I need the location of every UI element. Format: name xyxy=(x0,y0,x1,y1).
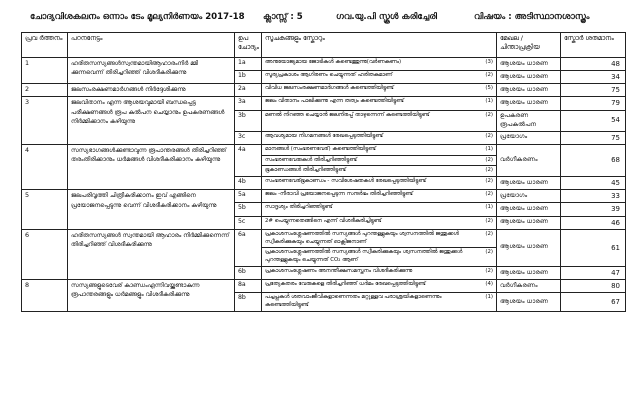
criterion xyxy=(265,97,493,107)
col-header-area: മേഖല / ചിന്താപ്രക്രിയ xyxy=(497,33,561,58)
criteria-cell xyxy=(262,144,497,176)
table-row xyxy=(22,58,626,71)
score-percentage: 80 xyxy=(561,280,626,293)
col-header-outcome: പഠനനേട്ടം xyxy=(68,33,235,58)
criterion xyxy=(262,156,496,167)
criterion-marks: (4) xyxy=(485,281,493,288)
criterion-text: സൂര്യപ്രകാശം ആഗിരണം ചെയ്യുന്നത് ഹരിതകമാണ് xyxy=(265,72,393,79)
criterion-marks: (2) xyxy=(485,230,493,237)
sub-question-number: 5c xyxy=(235,216,262,229)
criterion xyxy=(265,177,493,187)
table-row xyxy=(22,97,626,110)
criterion xyxy=(265,267,493,277)
criterion-text: സാദൃശ്യം തിരിച്ചറിഞ്ഞിട്ടുണ്ട് xyxy=(265,204,333,211)
criteria-cell xyxy=(262,84,497,97)
criterion-text: ജലം വിതാനം പാലിക്കുന്നു എന്ന തത്വം കണ്ടെത്തിയിട്ടുണ്ട് xyxy=(265,98,404,105)
criterion xyxy=(265,293,493,311)
thinking-process-area: ആശയം ധാരണ xyxy=(497,177,561,190)
activity-number: 1 xyxy=(22,58,68,84)
score-percentage: 54 xyxy=(561,110,626,131)
criterion-marks: (1) xyxy=(485,98,493,105)
criterion-text: പ്രത്യേകതരം വേരുകളെ തിരിച്ചറിഞ്ഞ് ധർമം രേഖപ്പെടുത്തിയിട്ടുണ്ട് xyxy=(265,281,426,288)
criteria-cell xyxy=(262,216,497,229)
table-row xyxy=(22,280,626,293)
sub-question-number: 8a xyxy=(235,280,262,293)
criteria-cell xyxy=(262,203,497,216)
criteria-cell xyxy=(262,97,497,110)
score-percentage: 75 xyxy=(561,131,626,144)
criterion-marks: (2) xyxy=(485,217,493,224)
thinking-process-area: വർഗീകരണം xyxy=(497,144,561,176)
criterion xyxy=(265,280,493,290)
criterion xyxy=(265,203,493,213)
criterion xyxy=(265,132,493,142)
sub-question-number: 6b xyxy=(235,267,262,280)
score-percentage: 47 xyxy=(561,267,626,280)
col-header-criteria: സൂചകങ്ങളും സ്കോറും xyxy=(262,33,497,58)
score-percentage: 34 xyxy=(561,71,626,84)
col-header-num: പ്രവ ർത്തനം xyxy=(22,33,68,58)
table-row xyxy=(22,229,626,266)
score-percentage: 68 xyxy=(561,144,626,176)
criterion xyxy=(265,58,493,68)
learning-outcome: ജലപരിവൃത്തി ചിത്രീകരിക്കാനം ഇവ് എങ്ങിനെ പ്രയോജനപ്പെടുന്നു വെന്ന് വിശദീകരിക്കാനം കഴിയുന്നു xyxy=(68,190,235,229)
criterion-marks: (2) xyxy=(485,268,493,275)
score-percentage: 75 xyxy=(561,84,626,97)
criterion-marks: (3) xyxy=(485,59,493,65)
criterion-marks: (1) xyxy=(485,145,493,152)
sub-question-number: 3b xyxy=(235,110,262,131)
thinking-process-area: ആശയം ധാരണ xyxy=(497,216,561,229)
activity-number: 4 xyxy=(22,144,68,190)
score-percentage: 79 xyxy=(561,97,626,110)
criterion-text: വിവിധ ജലസംരക്ഷണമാർഗങ്ങൾ കണ്ടെത്തിയിട്ടുണ്ട് xyxy=(265,85,394,92)
criterion xyxy=(262,248,496,266)
criterion xyxy=(265,111,493,121)
score-percentage: 61 xyxy=(561,229,626,266)
learning-outcome: ജലസംരക്ഷണമാർഗങ്ങൾ നിർദ്ദേശിക്കുന്നു xyxy=(68,84,235,97)
criterion-text: സംഭരണവേരുകൾ തിരിച്ചറിഞ്ഞിട്ടുണ്ട് xyxy=(265,156,357,163)
score-percentage: 39 xyxy=(561,203,626,216)
sub-question-number: 4a xyxy=(235,144,262,176)
criterion-marks: (2) xyxy=(485,191,493,198)
criterion xyxy=(265,190,493,200)
thinking-process-area: ആശയം ധാരണ xyxy=(497,84,561,97)
criterion-text: പച്ചപ്ലകൾ ശതവാംജീവികളാണെന്നതം മറ്റുള്ളവ പരാശ്രയികളാണെന്നും കണ്ടെത്തിയിട്ടുണ്ട് xyxy=(265,294,442,309)
activity-number: 8 xyxy=(22,280,68,312)
thinking-process-area: ആശയം ധാരണ xyxy=(497,71,561,84)
subject-label: വിഷയം : അടിസ്ഥാനശാസ്ത്രം xyxy=(474,12,590,22)
thinking-process-area: ആശയം ധാരണ xyxy=(497,267,561,280)
criterion-text: മണൽ നിറഞ്ഞ ചെയ്യാൻ ജലനിരപ്പ് താഴുന്നെന്ന് കണ്ടെത്തിയിട്ടുണ്ട് xyxy=(265,111,430,118)
thinking-process-area: ആശയം ധാരണ xyxy=(497,293,561,312)
sub-question-number: 6a xyxy=(235,229,262,266)
table-row xyxy=(22,144,626,176)
learning-outcome: ജലവിതാനം എന്ന ആശയവുമായി ബന്ധപ്പെട്ട പരീക്ഷണങ്ങൾ രൂപ കൽപന ചെയ്യാനും ഉപകരണങ്ങൾ നിർമ്മിക്കാനം കഴിയുന്നു xyxy=(68,97,235,144)
criterion-text: പ്രകാശസംശ്ലേഷണത്തിൽ സസ്യങ്ങൾ പുറന്തള്ളുകയും ശ്വസനത്തിൽ ജന്തുക്കൾ സ്വീകരിക്കുകയും ചെയ്യുന്നത് ഓക്സിജനാണ് xyxy=(265,230,459,245)
criterion-text: 2# പെയ്യുന്നതെങ്ങിനെ എന്ന് വിശദീകരിച്ചിട്ടുണ്ട് xyxy=(265,217,382,224)
score-percentage: 48 xyxy=(561,58,626,71)
criterion-marks: (5) xyxy=(485,85,493,92)
criterion-marks: (2) xyxy=(485,156,493,163)
criteria-cell xyxy=(262,267,497,280)
score-percentage: 33 xyxy=(561,190,626,203)
col-header-qno: ഉപ ചോദ്യം xyxy=(235,33,262,58)
sub-question-number: 3c xyxy=(235,131,262,144)
criteria-cell xyxy=(262,58,497,71)
sub-question-number: 8b xyxy=(235,293,262,312)
criterion xyxy=(262,166,496,176)
criterion-text: ജലം -നീരാവി പ്രയോജനപ്പെടുന്ന സന്ദർഭം തിരിച്ചറിഞ്ഞിട്ടുണ്ട് xyxy=(265,191,413,198)
criterion-marks: (1) xyxy=(485,204,493,211)
thinking-process-area: ആശയം ധാരണ xyxy=(497,97,561,110)
criterion xyxy=(262,145,496,156)
criterion-text: അനുയോജ്യമായ ജോടികൾ കണ്ടെത്തുന്നു(വർണകണം) xyxy=(265,59,402,65)
sub-question-number: 4b xyxy=(235,177,262,190)
criterion-text: സംഭരണവേര്ഭൂകാണ്ഡം - സവിശേഷതകൾ രേഖപ്പെടുത്തിയിട്ടുണ്ട് xyxy=(265,178,427,185)
criterion-marks: (2) xyxy=(485,167,493,174)
learning-outcome: സസ്യങ്ങളുടെവേര് കാണ്ഡംഎന്നിവയ്ക്കുണ്ടാകുന്ന രൂപാന്തരങ്ങളും ധർമങ്ങളും വിശദീകരിക്കുന്നു xyxy=(68,280,235,312)
score-percentage: 67 xyxy=(561,293,626,312)
learning-outcome: ഹരിതസസ്യങ്ങൾ സ്വന്തമായി ആഹാരം നിർമ്മിക്കുന്നെന്ന് തിരിച്ചറിഞ്ഞ് വിശദീകരിക്കുന്നു xyxy=(68,229,235,279)
thinking-process-area: വർഗീകരണം xyxy=(497,280,561,293)
table-row xyxy=(22,190,626,203)
activity-number: 2 xyxy=(22,84,68,97)
criteria-cell xyxy=(262,71,497,84)
sub-question-number: 1b xyxy=(235,71,262,84)
sub-question-number: 3a xyxy=(235,97,262,110)
col-header-percent: സ്കോർ ശതമാനം xyxy=(561,33,626,58)
sub-question-number: 2a xyxy=(235,84,262,97)
criterion xyxy=(265,217,493,227)
activity-number: 5 xyxy=(22,190,68,229)
sheet-title: ചോദ്യവിശകലനം ഒന്നാം ടേം മൂല്യനിർണയം 2017-18 xyxy=(30,12,245,22)
criterion xyxy=(262,230,496,249)
class-label: ക്ലാസ്സ് : 5 xyxy=(263,12,303,22)
sub-question-number: 5b xyxy=(235,203,262,216)
criterion-marks: (1) xyxy=(485,294,493,301)
criterion-text: മാനങ്ങൾ (സംഭരണവേര്) കണ്ടെത്തിയിട്ടുണ്ട് xyxy=(265,145,376,152)
school-name: ഗവ.യു.പി സ്കൂൾ കരിച്ചേരി xyxy=(336,12,438,22)
thinking-process-area: പ്രയോഗം xyxy=(497,131,561,144)
criterion xyxy=(265,84,493,94)
sub-question-number: 5a xyxy=(235,190,262,203)
table-header-row xyxy=(22,33,626,58)
learning-outcome: സസ്യഭാഗങ്ങൾക്കുണ്ടാവുന്ന രൂപാന്തരങ്ങൾ തിരിച്ചറിഞ്ഞ് തരംതിരിക്കാനും ധർമങ്ങൾ വിശദീകരിക്കാനം കഴിയുന്നു xyxy=(68,144,235,190)
activity-number: 6 xyxy=(22,229,68,279)
criteria-cell xyxy=(262,229,497,266)
question-analysis-table xyxy=(21,32,626,312)
activity-number: 3 xyxy=(22,97,68,144)
learning-outcome: ഹരിതസസ്യങ്ങൾസ്വന്തമായിആഹാരംനിർ മ്മി ക്കുന്നവെന്ന് തിരിച്ചറിഞ്ഞ് വിശദീകരിക്കുന്നു xyxy=(68,58,235,84)
criterion-text: പ്രകാശസംശ്ലേഷണം അനന്തീക്ഷസമസ്തനം വിശദീകരിക്കുന്നു xyxy=(265,268,413,275)
criterion-marks: (2) xyxy=(485,178,493,185)
sheet-heading xyxy=(30,12,620,28)
score-percentage: 45 xyxy=(561,177,626,190)
thinking-process-area: പ്രയോഗം xyxy=(497,190,561,203)
criteria-cell xyxy=(262,110,497,131)
criteria-cell xyxy=(262,177,497,190)
table-row xyxy=(22,84,626,97)
criteria-cell xyxy=(262,293,497,312)
criterion xyxy=(265,71,493,81)
criterion-text: ആവശ്യമായ നിഗമനങ്ങൾ രേഖപ്പെടുത്തിയിട്ടുണ്ട് xyxy=(265,132,383,139)
criterion-marks: (2) xyxy=(485,111,493,118)
sub-question-number: 1a xyxy=(235,58,262,71)
criterion-text: ഭൂകാണ്ഡങ്ങൾ തിരിച്ചറിഞ്ഞിട്ടുണ്ട് xyxy=(265,167,346,174)
thinking-process-area: ആശയം ധാരണ xyxy=(497,58,561,71)
criterion-marks: (2) xyxy=(485,132,493,139)
thinking-process-area: ആശയം ധാരണ xyxy=(497,229,561,266)
criterion-marks: (2) xyxy=(485,72,493,79)
criteria-cell xyxy=(262,190,497,203)
criterion-text: പ്രകാശസംശ്ലേഷണത്തിൽ സസ്യങ്ങൾ സ്വീകരിക്കുകയും ശ്വസനത്തിൽ ജന്തുക്കൾ പുറന്തള്ളുകയും ചെയ്യുന്നത് CO₂ ആണ് xyxy=(265,249,463,264)
score-percentage: 46 xyxy=(561,216,626,229)
criteria-cell xyxy=(262,131,497,144)
criteria-cell xyxy=(262,280,497,293)
thinking-process-area: ആശയം ധാരണ xyxy=(497,203,561,216)
thinking-process-area: ഉപകരണ രൂപകൽപന xyxy=(497,110,561,131)
criterion-marks: (2) xyxy=(485,249,493,256)
